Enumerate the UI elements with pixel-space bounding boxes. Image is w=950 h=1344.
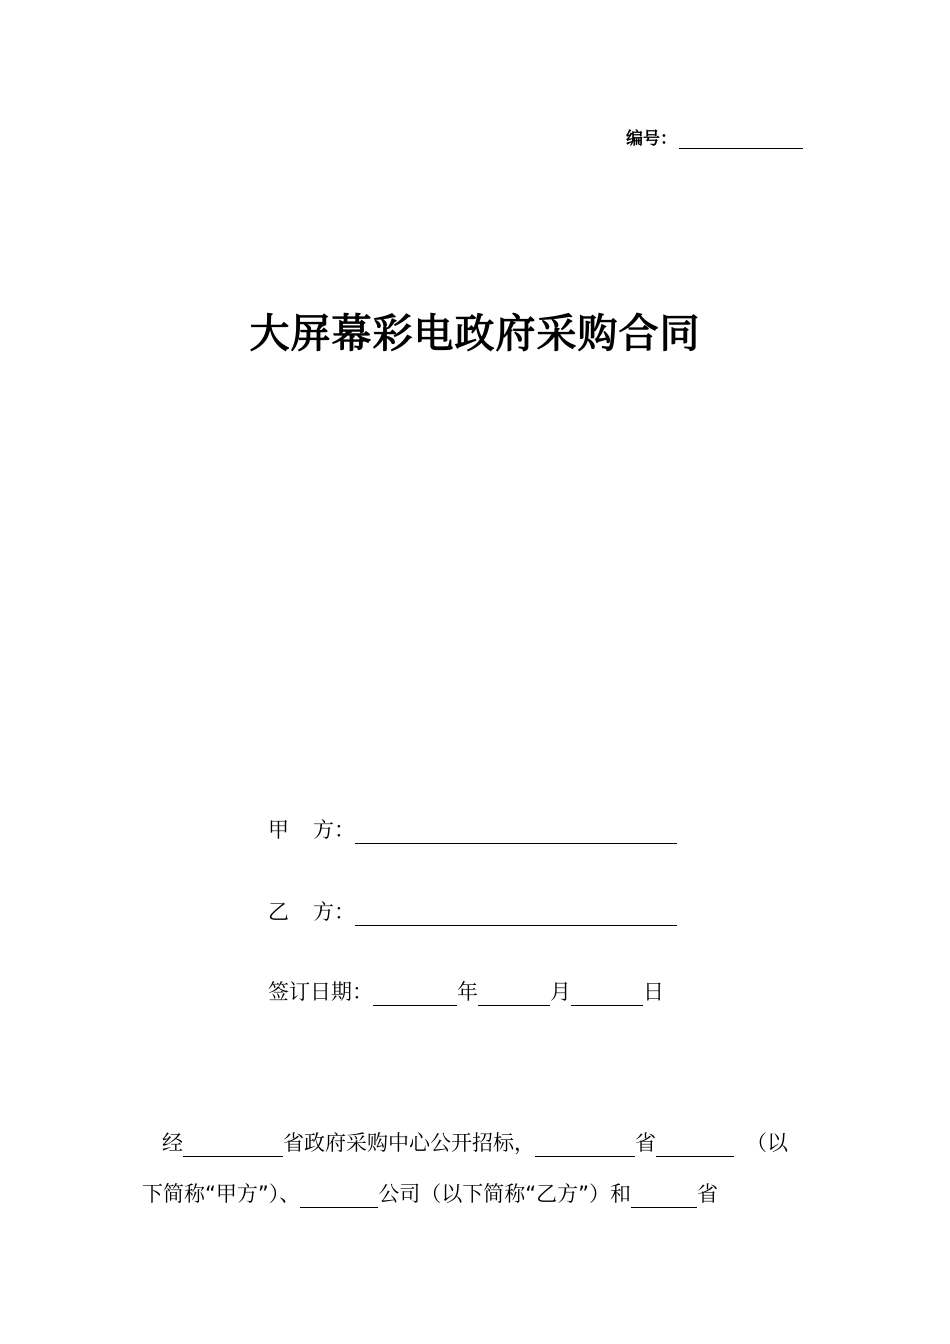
- party-a-row: [268, 814, 677, 844]
- document-title: 大屏幕彩电政府采购合同: [249, 310, 701, 357]
- signing-date-label: 签订日期：: [268, 980, 373, 1004]
- party-b-blank: [355, 903, 677, 926]
- body-text: 经: [162, 1131, 183, 1155]
- body-text: 省政府采购中心公开招标，: [283, 1131, 535, 1155]
- signing-date-row: [268, 976, 664, 1006]
- party-b-label-char1: 乙: [268, 900, 289, 924]
- party-a-blank: [355, 821, 677, 844]
- body-text: 公司（以下简称“乙方”）和: [378, 1182, 632, 1206]
- province-blank: [535, 1134, 635, 1157]
- company-blank: [300, 1185, 378, 1208]
- body-text: （以: [746, 1131, 788, 1155]
- day-label: 日: [643, 980, 664, 1004]
- province-blank: [631, 1185, 697, 1208]
- contract-number-label: 编号：: [626, 129, 677, 149]
- body-text: 省: [635, 1131, 656, 1155]
- name-blank: [656, 1134, 734, 1157]
- province-blank: [183, 1134, 283, 1157]
- party-a-label-char2: 方：: [313, 818, 355, 842]
- body-paragraph-line-1: [142, 1127, 808, 1157]
- month-label: 月: [550, 980, 571, 1004]
- month-blank: [478, 983, 550, 1006]
- year-blank: [373, 983, 457, 1006]
- party-a-label-char1: 甲: [268, 818, 289, 842]
- year-label: 年: [457, 980, 478, 1004]
- body-text: 省: [697, 1182, 719, 1206]
- body-paragraph-line-2: [142, 1178, 808, 1208]
- party-b-row: [268, 896, 677, 926]
- contract-number-row: [626, 124, 803, 149]
- day-blank: [571, 983, 643, 1006]
- body-text: 下简称“甲方”）、: [142, 1182, 301, 1206]
- contract-number-blank: [679, 128, 803, 149]
- party-b-label-char2: 方：: [313, 900, 355, 924]
